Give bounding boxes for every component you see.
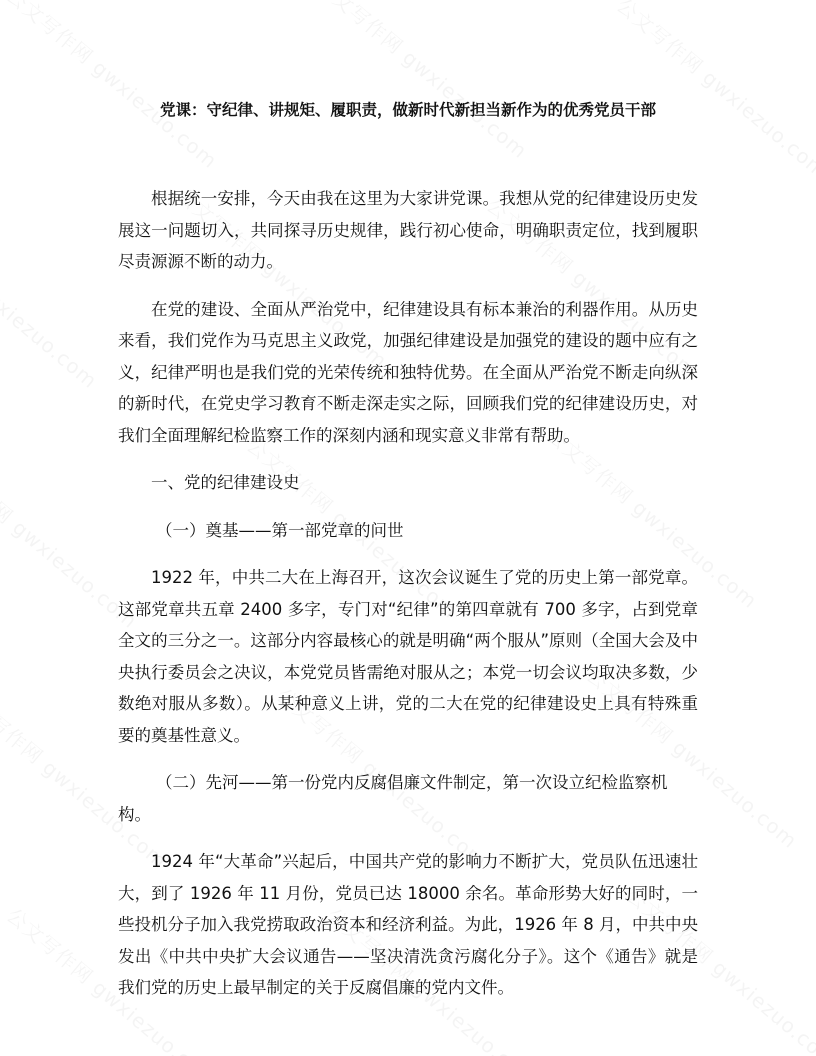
paragraph-discipline-role: 在党的建设、全面从严治党中，纪律建设具有标本兼治的利器作用。从历史来看，我们党作为马克思主义政党，加强纪律建设是加强党的建设的题中应有之义，纪律严明也是我们党的光荣传统和独特优势。在全面从严治党不断走向纵深的新时代，在党史学习教育不断走深走实之际，回顾我们党的纪律建设历史，对我们全面理解纪检监察工作的深刻内涵和现实意义非常有帮助。: [118, 299, 698, 445]
paragraph-intro: 根据统一安排，今天由我在这里为大家讲党课。我想从党的纪律建设历史发展这一问题切入，共同探寻历史规律，践行初心使命，明确职责定位，找到履职尽责源源不断的动力。: [118, 189, 698, 271]
document-body: [118, 183, 698, 1020]
paragraph-first-charter: 1922 年，中共二大在上海召开，这次会议诞生了党的历史上第一部党章。这部党章共五章 2400 多字，专门对“纪律”的第四章就有 700 多字，占到党章全文的三分之一。这部分内容最核心的就是明确“两个服从”原则（全国大会及中央执行委员会之决议，本党党员皆需绝对服从之；本党一切会议均取决多数，少数绝对服从多数）。从某种意义上讲，党的二大在党的纪律建设史上具有特殊重要的奠基性意义。: [118, 568, 698, 745]
subsection-heading-2: （二）先河——第一份党内反腐倡廉文件制定，第一次设立纪检监察机构。: [118, 773, 668, 824]
document-title: 党课：守纪律、讲规矩、履职责，做新时代新担当新作为的优秀党员干部: [159, 101, 656, 119]
paragraph-anti-corruption: 1924 年“大革命”兴起后，中国共产党的影响力不断扩大，党员队伍迅速壮大，到了 1926 年 11 月份，党员已达 18000 余名。革命形势大好的同时，一些投机分子加入我党捞取政治资本和经济利益。为此，1926 年 8 月，中共中央发出《中共中央扩大会议通告——坚决清洗贪污腐化分子》。这个《通告》就是我们党的历史上最早制定的关于反腐倡廉的党内文件。: [118, 852, 698, 997]
section-heading-1: 一、党的纪律建设史: [151, 473, 300, 492]
subsection-heading-1: （一）奠基——第一部党章的问世: [156, 520, 404, 540]
